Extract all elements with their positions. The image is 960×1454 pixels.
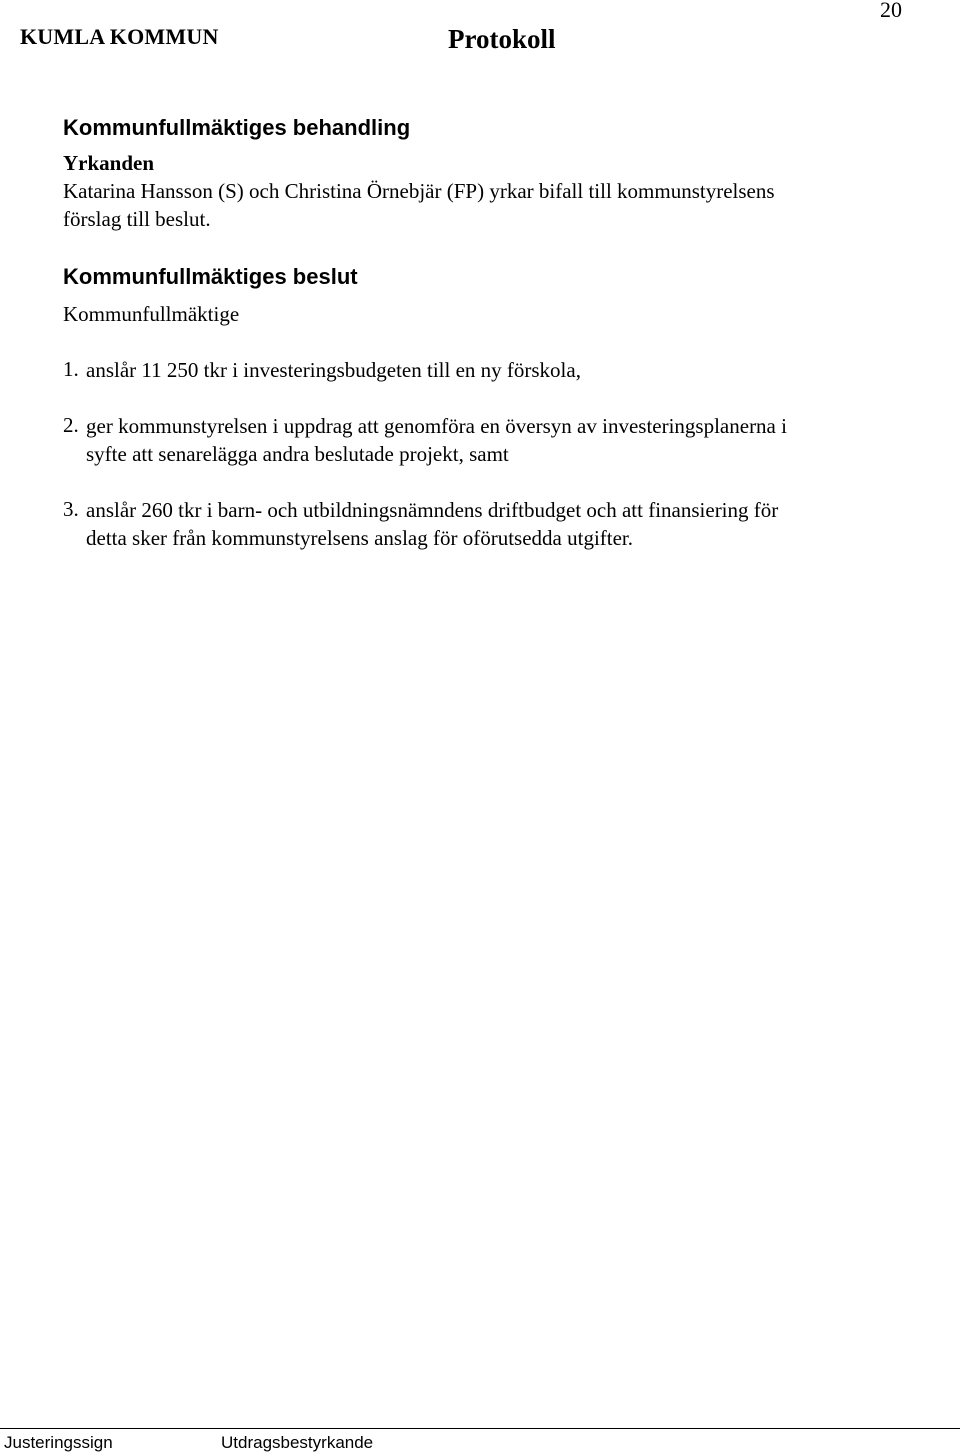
document-type: Protokoll: [448, 24, 556, 54]
item-line: detta sker från kommunstyrelsens anslag för oförutsedda utgifter.: [86, 526, 634, 550]
beslut-intro: Kommunfullmäktige: [63, 302, 240, 326]
item-number: 3.: [63, 497, 79, 521]
item-line: syfte att senarelägga andra beslutade projekt, samt: [86, 442, 509, 466]
item-line: anslår 11 250 tkr i investeringsbudgeten till en ny förskola,: [86, 358, 581, 382]
yrkanden-text-line-2: förslag till beslut.: [63, 207, 211, 231]
organization-name: KUMLA KOMMUN: [20, 24, 219, 49]
item-number: 2.: [63, 413, 79, 437]
beslut-heading: Kommunfullmäktiges beslut: [63, 264, 358, 289]
yrkanden-text-line-1: Katarina Hansson (S) och Christina Örnebjär (FP) yrkar bifall till kommunstyrelsens: [63, 179, 775, 203]
page-number: 20: [880, 0, 902, 22]
item-line: ger kommunstyrelsen i uppdrag att genomföra en översyn av investeringsplanerna i: [86, 414, 787, 438]
behandling-heading: Kommunfullmäktiges behandling: [63, 115, 411, 140]
utdrag-label: Utdragsbestyrkande: [221, 1433, 374, 1452]
justering-label: Justeringssign: [4, 1433, 113, 1452]
footer-divider: [0, 1428, 960, 1429]
item-number: 1.: [63, 357, 79, 381]
item-line: anslår 260 tkr i barn- och utbildningsnämndens driftbudget och att finansiering för: [86, 498, 779, 522]
yrkanden-heading: Yrkanden: [63, 151, 155, 175]
